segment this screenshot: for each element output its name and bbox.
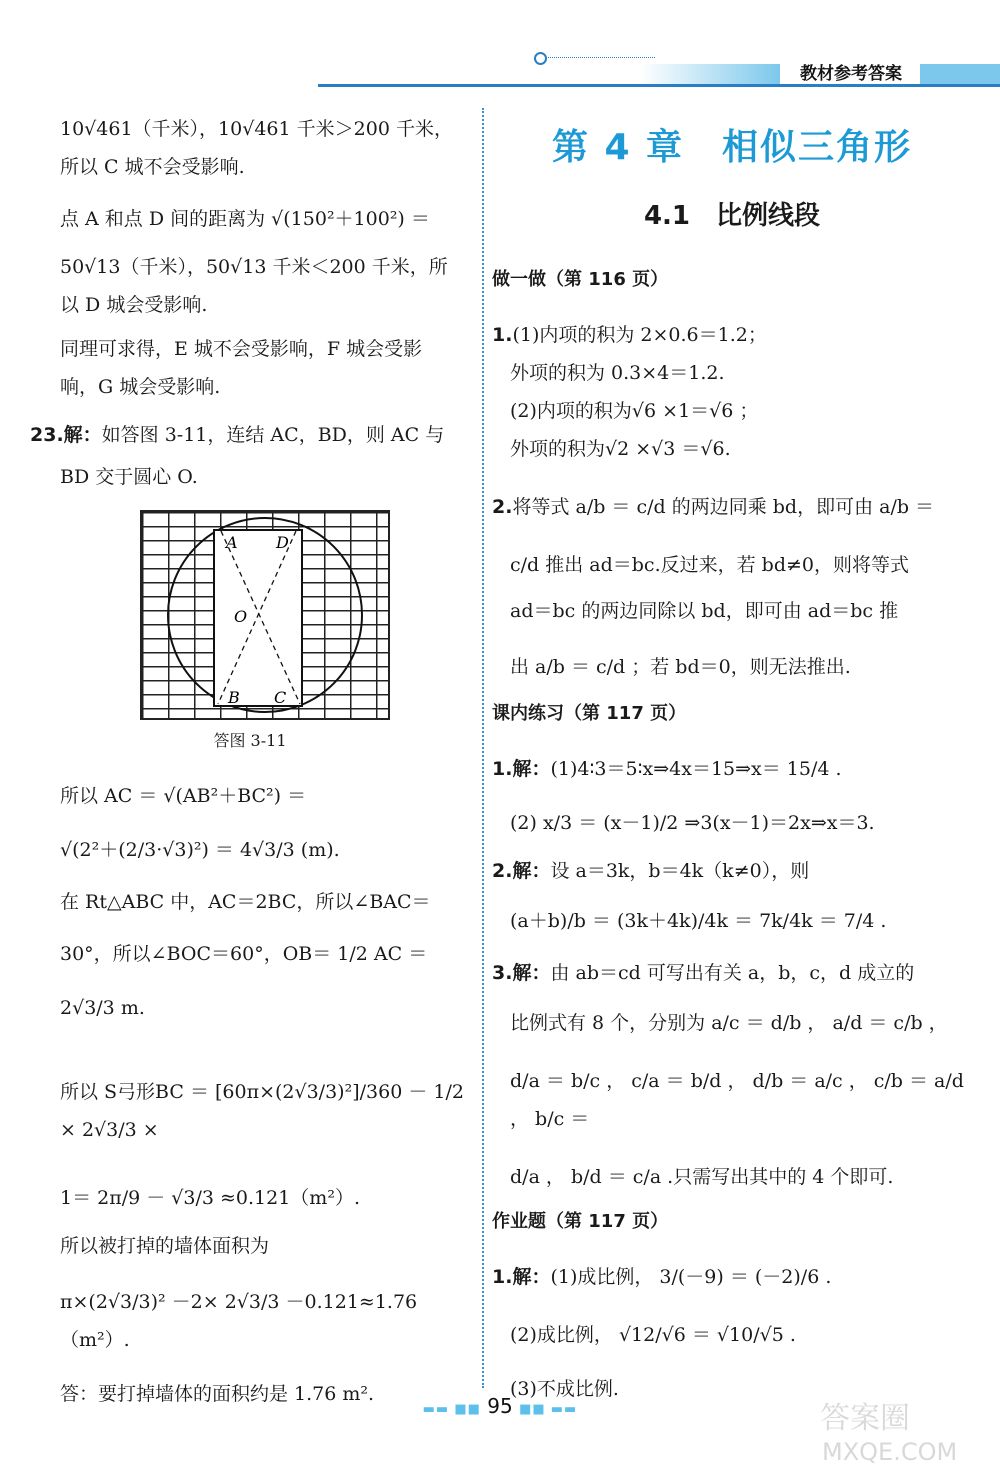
header-ornament-dot	[534, 52, 547, 65]
header-rule	[318, 84, 1000, 87]
text-line: 所以 AC ＝ √(AB²＋BC²) ＝	[60, 785, 307, 807]
text-line: 出 a/b ＝ c/d ；若 bd＝0，则无法推出.	[510, 656, 851, 678]
text-line: d/a ， b/d ＝ c/a .只需写出其中的 4 个即可.	[510, 1166, 894, 1188]
watermark-url: MXQE.COM	[822, 1438, 958, 1466]
text-line: 外项的积为 0.3×4＝1.2.	[510, 362, 725, 384]
header-gradient-band	[640, 64, 780, 84]
text-line: 同理可求得，E 城不会受影响，F 城会受影	[60, 338, 423, 360]
section-title: 4.1 比例线段	[643, 201, 821, 231]
item-number: 2.	[492, 496, 513, 518]
subsection-heading: 作业题（第 117 页）	[492, 1211, 669, 1232]
text-line: 2√3/3 m.	[60, 997, 145, 1019]
answer-item	[492, 488, 972, 526]
text-line: (3)不成比例.	[510, 1378, 619, 1400]
text-line: 外项的积为√2 ×√3 ＝√6.	[510, 438, 731, 460]
text-line: d/a ＝ b/c ， c/a ＝ b/d ， d/b ＝ a/c ， c/b ＝ a/d ， b/c ＝	[510, 1070, 964, 1130]
watermark-logo	[810, 1390, 980, 1470]
subsection-heading: 做一做（第 116 页）	[492, 269, 669, 290]
question-text: 如答图 3-11，连结 AC，BD，则 AC 与	[101, 424, 445, 446]
text-line: (2)内项的积为√6 ×1＝√6 ；	[510, 400, 759, 422]
text-line: (2)成比例， √12/√6 ＝ √10/√5 .	[510, 1324, 796, 1346]
text-line: c/d 推出 ad＝bc.反过来，若 bd≠0，则将等式	[510, 554, 909, 576]
page-number: 95	[487, 1394, 513, 1418]
text-line: (2) x/3 ＝ (x－1)/2 ⇒3(x－1)＝2x⇒x＝3.	[510, 812, 875, 834]
item-text: (1)4∶3＝5∶x⇒4x＝15⇒x＝ 15/4 .	[550, 758, 842, 780]
figure-label-a: A	[226, 533, 238, 552]
answer-item	[492, 852, 972, 890]
question-23	[30, 416, 470, 454]
item-number: 1.解：	[492, 1266, 551, 1288]
item-text: 将等式 a/b ＝ c/d 的两边同乘 bd，即可由 a/b ＝	[512, 496, 935, 518]
figure-label-o: O	[234, 607, 248, 626]
figure-svg	[142, 512, 388, 718]
header-ornament-dotline	[545, 57, 655, 58]
item-text: 设 a＝3k，b＝4k（k≠0），则	[550, 860, 810, 882]
item-text: 由 ab＝cd 可写出有关 a，b，c，d 成立的	[550, 962, 915, 984]
item-number: 2.解：	[492, 860, 551, 882]
text-line: 1＝ 2π/9 － √3/3 ≈0.121（m²）.	[60, 1187, 360, 1209]
answer-item	[492, 954, 972, 992]
figure-label-b: B	[228, 688, 240, 707]
text-line: 30°，所以∠BOC＝60°，OB＝ 1/2 AC ＝	[60, 943, 428, 965]
figure-caption: 答图 3-11	[213, 731, 287, 750]
page-number-ornament-right: ■■ ▬▬	[519, 1402, 578, 1417]
item-number: 1.解：	[492, 758, 551, 780]
watermark-text: 答案圈	[820, 1401, 910, 1436]
text-line: √(2²＋(2/3·√3)²) ＝ 4√3/3 (m).	[60, 839, 340, 861]
subsection-heading: 课内练习（第 117 页）	[492, 703, 687, 724]
text-line: BD 交于圆心 O.	[60, 466, 198, 488]
chapter-title: 第 4 章 相似三角形	[551, 127, 913, 168]
text-line: 点 A 和点 D 间的距离为 √(150²＋100²) ＝	[60, 208, 430, 230]
left-column	[30, 100, 470, 1413]
header-label: 教材参考答案	[782, 62, 920, 86]
text-line: 所以被打掉的墙体面积为	[60, 1235, 270, 1257]
item-text: (1)成比例， 3/(－9) ＝ (－2)/6 .	[550, 1266, 832, 1288]
text-line: 响，G 城会受影响.	[60, 376, 221, 398]
answer-item	[492, 316, 972, 354]
page-number-ornament-left: ▬▬ ■■	[422, 1402, 481, 1417]
text-line: 答：要打掉墙体的面积约是 1.76 m².	[60, 1383, 375, 1405]
text-line: 以 D 城会受影响.	[60, 294, 208, 316]
column-divider	[482, 108, 484, 1388]
figure-brick-wall-circle	[140, 510, 390, 720]
right-column	[492, 100, 972, 1408]
header-gradient-band-right	[920, 64, 1000, 84]
text-line: 在 Rt△ABC 中，AC＝2BC，所以∠BAC＝	[60, 891, 431, 913]
text-line: 所以 C 城不会受影响.	[60, 156, 245, 178]
text-line: 50√13（千米），50√13 千米＜200 千米，所	[60, 256, 448, 278]
question-number: 23.解：	[30, 424, 102, 446]
item-number: 3.解：	[492, 962, 551, 984]
figure-label-d: D	[276, 533, 289, 552]
item-number: 1.	[492, 324, 513, 346]
answer-item	[492, 750, 972, 788]
text-line: π×(2√3/3)² －2× 2√3/3 －0.121≈1.76（m²）.	[60, 1291, 418, 1351]
item-text: (1)内项的积为 2×0.6＝1.2；	[512, 324, 767, 346]
text-line: 10√461（千米），10√461 千米＞200 千米，	[60, 118, 453, 140]
text-line: 比例式有 8 个，分别为 a/c ＝ d/b ， a/d ＝ c/b ，	[510, 1012, 948, 1034]
text-line: 所以 S弓形BC ＝ [60π×(2√3/3)²]/360 － 1/2 × 2√3/3 ×	[60, 1081, 464, 1141]
text-line: (a＋b)/b ＝ (3k＋4k)/4k ＝ 7k/4k ＝ 7/4 .	[510, 910, 887, 932]
answer-item	[492, 1258, 972, 1296]
text-line: ad＝bc 的两边同除以 bd，即可由 ad＝bc 推	[510, 600, 899, 622]
figure-label-c: C	[274, 688, 287, 707]
